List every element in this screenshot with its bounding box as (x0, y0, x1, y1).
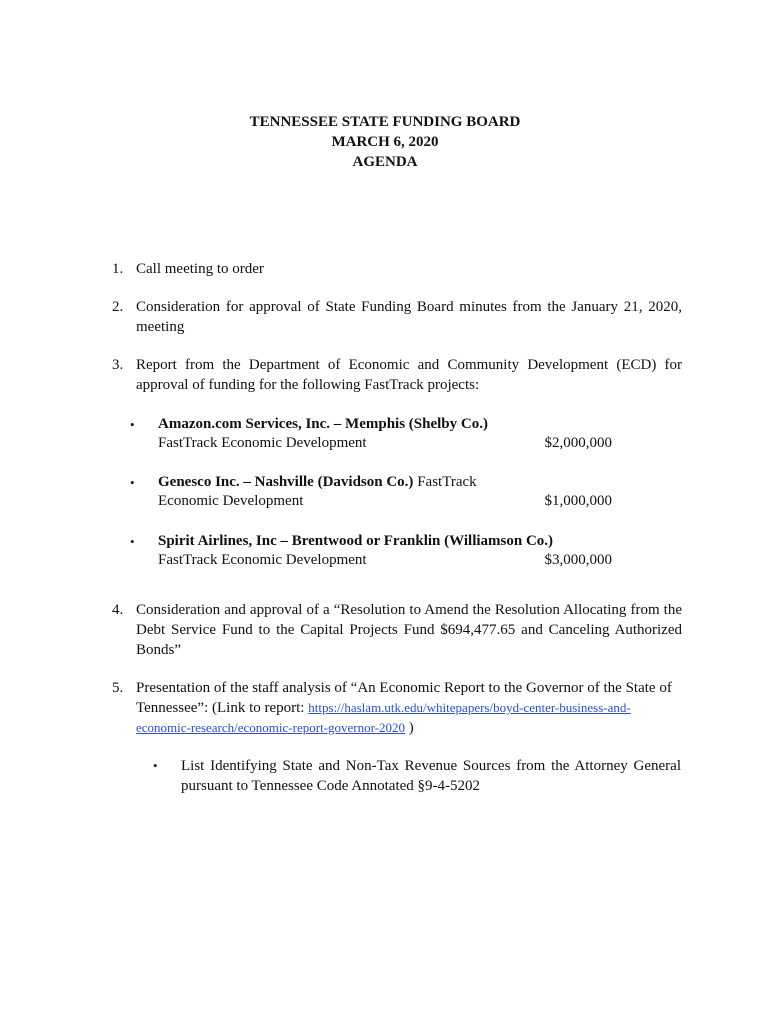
board-title: TENNESSEE STATE FUNDING BOARD (249, 114, 521, 130)
project-type: Economic Development (158, 493, 304, 509)
report-link-continued[interactable]: economic-research/economic-report-governor-2020 (136, 720, 406, 735)
report-link[interactable]: https://haslam.utk.edu/whitepapers/boyd-center-business-and- (308, 700, 631, 715)
project-amount: $3,000,000 (544, 552, 612, 568)
agenda-item-4 (112, 600, 682, 660)
sub-bullet-revenue-sources (153, 756, 683, 796)
bullet-icon: • (130, 417, 135, 432)
project-amazon (130, 415, 612, 455)
project-name: Genesco Inc. – Nashville (Davidson Co.) (158, 474, 414, 490)
sub-bullet-text: List Identifying State and Non-Tax Revenue Sources from the Attorney General pursuant to Tennessee Code Annotated §9-4-5202 (181, 758, 681, 794)
project-spirit (130, 532, 612, 572)
bullet-icon: • (153, 758, 158, 773)
item-number: 1. (112, 261, 124, 277)
project-genesco (130, 473, 612, 513)
item-number: 5. (112, 680, 124, 696)
project-type: FastTrack Economic Development (158, 435, 367, 451)
item-number: 4. (112, 602, 124, 618)
agenda-item-5 (112, 678, 682, 738)
agenda-title: AGENDA (352, 154, 418, 170)
item-text: Call meeting to order (136, 261, 264, 277)
item-text: Consideration for approval of State Funding Board minutes from the January 21, 2020, meeting (136, 299, 682, 335)
item-text (136, 678, 682, 738)
project-amount: $1,000,000 (544, 493, 612, 509)
project-type: FastTrack Economic Development (158, 552, 367, 568)
document-header (0, 112, 770, 172)
item-number: 2. (112, 299, 124, 315)
agenda-item-3 (112, 355, 682, 395)
meeting-date: MARCH 6, 2020 (331, 134, 439, 150)
project-name: Amazon.com Services, Inc. – Memphis (Shelby Co.) (158, 416, 488, 432)
agenda-item-2 (112, 297, 682, 337)
bullet-icon: • (130, 534, 135, 549)
item-number: 3. (112, 357, 124, 373)
bullet-icon: • (130, 475, 135, 490)
item-text-after: ) (408, 720, 414, 736)
project-amount: $2,000,000 (544, 435, 612, 451)
item-text-before: Presentation of the staff analysis of “An Economic Report to the Governor of the State of Tennessee”: (Link to report: (136, 680, 672, 716)
item-text: Report from the Department of Economic and Community Development (ECD) for approval of funding for the following FastTrack projects: (136, 357, 682, 393)
item-text: Consideration and approval of a “Resolution to Amend the Resolution Allocating from the Debt Service Fund to the Capital Projects Fund $694,477.65 and Canceling Authorized Bonds” (136, 602, 682, 658)
project-type-inline: FastTrack (417, 474, 477, 490)
project-name: Spirit Airlines, Inc – Brentwood or Franklin (Williamson Co.) (158, 533, 554, 549)
agenda-item-1 (112, 259, 682, 279)
